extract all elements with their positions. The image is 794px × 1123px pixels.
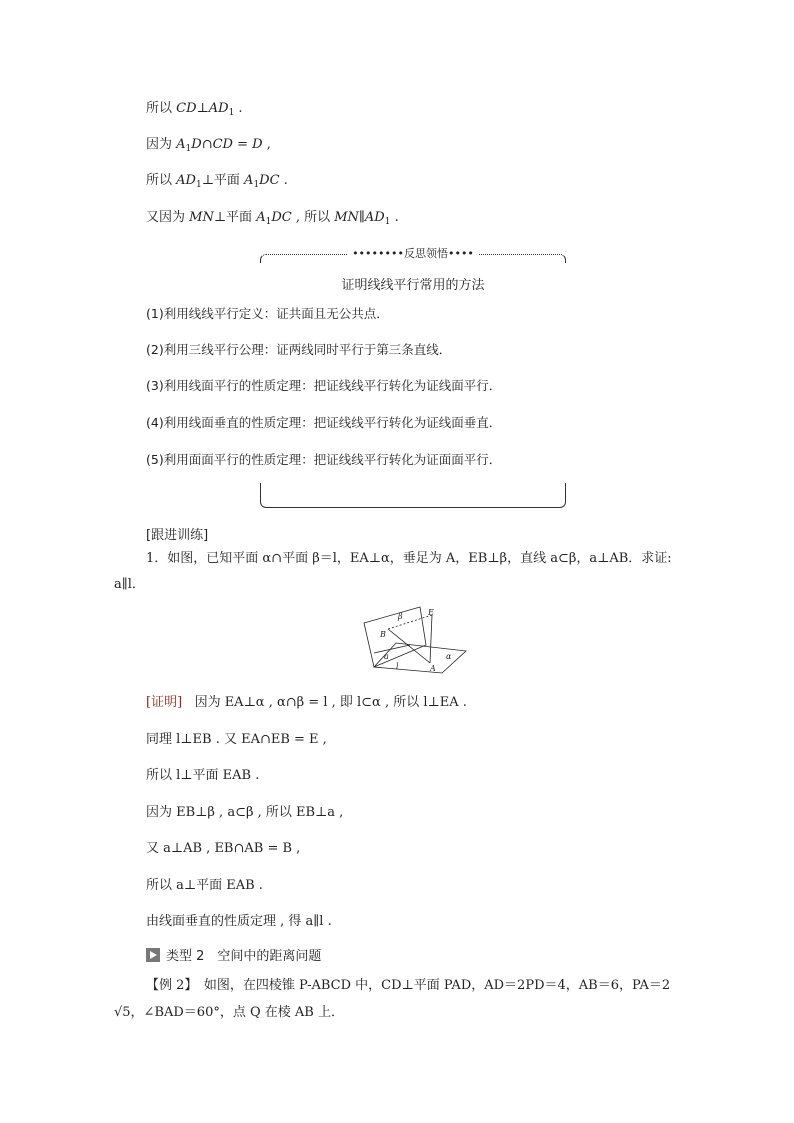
text: 因为 bbox=[146, 137, 177, 152]
play-icon bbox=[146, 948, 160, 962]
exercise-problem: 1．如图，已知平面 α∩平面 β＝l，EA⊥α，垂足为 A，EB⊥β，直线 a⊂β，a⊥AB．求证: bbox=[146, 551, 672, 566]
math: A bbox=[244, 173, 254, 188]
math: DC bbox=[271, 210, 292, 225]
label-a: a bbox=[384, 652, 389, 661]
method-item: (1)利用线线平行定义：证共面且无公共点． bbox=[146, 306, 389, 321]
text: , bbox=[262, 137, 271, 152]
text: . bbox=[234, 101, 243, 116]
proof-line: 所以 l⊥平面 EAB . bbox=[146, 768, 260, 783]
proof-line: 由线面垂直的性质定理 , 得 a∥l . bbox=[146, 914, 332, 929]
proof-line bbox=[146, 694, 467, 712]
text: ⊥平面 bbox=[213, 210, 257, 225]
method-item: (2)利用三线平行公理：证两线同时平行于第三条直线． bbox=[146, 342, 452, 357]
math: AD bbox=[364, 210, 385, 225]
subscript: 1 bbox=[384, 217, 391, 227]
example-line: √5，∠BAD＝60°，点 Q 在棱 AB 上． bbox=[114, 1005, 344, 1020]
plane-beta bbox=[364, 607, 426, 667]
subscript: 1 bbox=[195, 180, 202, 190]
proof-line: 同理 l⊥EB . 又 EA∩EB = E , bbox=[146, 732, 327, 747]
text-line bbox=[146, 136, 271, 154]
math: D bbox=[191, 137, 202, 152]
symbol: ∥ bbox=[358, 210, 365, 225]
exercise-problem-cont: a∥l． bbox=[114, 577, 145, 592]
example-line: 【例 2】 如图，在四棱锥 P-ABCD 中，CD⊥平面 PAD，AD＝2PD＝4，AB＝6，PA＝2 bbox=[146, 978, 671, 993]
proof-line: 所以 a⊥平面 EAB . bbox=[146, 878, 263, 893]
summary-box bbox=[146, 247, 566, 508]
summary-title bbox=[260, 245, 566, 261]
math: A bbox=[176, 137, 186, 152]
method-item: (4)利用线面垂直的性质定理：把证线线平行转化为证线面垂直． bbox=[146, 415, 502, 430]
math: D bbox=[252, 137, 263, 152]
text-line bbox=[146, 100, 243, 118]
math: DC bbox=[259, 173, 280, 188]
line-EB bbox=[388, 615, 432, 629]
text: . bbox=[390, 210, 399, 225]
exercise-tag: [跟进训练] bbox=[146, 528, 209, 543]
math: CD bbox=[212, 137, 233, 152]
summary-title-text: ••••••••反思领悟•••• bbox=[348, 247, 478, 260]
proof-line: 因为 EB⊥β , a⊂β , 所以 EB⊥a , bbox=[146, 805, 344, 820]
symbol: ⊥ bbox=[196, 101, 209, 116]
text-line bbox=[146, 172, 288, 190]
label-beta: β bbox=[398, 612, 403, 621]
method-item: (3)利用线面平行的性质定理：把证线线平行转化为证线面平行． bbox=[146, 378, 502, 393]
proof-tag: [证明] bbox=[146, 695, 183, 710]
text: 所以 bbox=[146, 173, 177, 188]
label-E: E bbox=[428, 608, 434, 617]
math: MN bbox=[334, 210, 359, 225]
symbol: ∩ bbox=[201, 137, 213, 152]
text-line bbox=[146, 209, 399, 227]
label-B: B bbox=[380, 630, 386, 639]
proof-line: 又 a⊥AB , EB∩AB = B , bbox=[146, 841, 301, 856]
subscript: 1 bbox=[185, 144, 192, 154]
line-EA bbox=[430, 615, 432, 663]
text: 又因为 bbox=[146, 210, 190, 225]
text: , 所以 bbox=[291, 210, 335, 225]
math: MN bbox=[189, 210, 214, 225]
math: AD bbox=[208, 101, 229, 116]
math: CD bbox=[176, 101, 197, 116]
method-item: (5)利用面面平行的性质定理：把证线线平行转化为证面面平行． bbox=[146, 452, 502, 467]
subscript: 1 bbox=[228, 108, 235, 118]
proof-text: 因为 EA⊥α , α∩β = l , 即 l⊂α , 所以 l⊥EA . bbox=[194, 695, 467, 710]
line-a bbox=[374, 645, 410, 653]
section-heading bbox=[146, 945, 321, 964]
section-heading-text: 类型 2 空间中的距离问题 bbox=[166, 949, 322, 964]
label-l: l bbox=[396, 662, 399, 671]
label-alpha: α bbox=[446, 652, 452, 661]
symbol: = bbox=[232, 137, 253, 152]
math: A bbox=[256, 210, 266, 225]
subscript: 1 bbox=[265, 217, 272, 227]
summary-heading: 证明线线平行常用的方法 bbox=[341, 278, 485, 293]
math: AD bbox=[176, 173, 196, 188]
text: 所以 bbox=[146, 101, 177, 116]
text: . bbox=[279, 173, 288, 188]
label-A: A bbox=[430, 664, 436, 673]
subscript: 1 bbox=[253, 180, 260, 190]
geometry-figure bbox=[360, 605, 470, 675]
text: ⊥平面 bbox=[201, 173, 245, 188]
box-border bbox=[260, 483, 566, 508]
